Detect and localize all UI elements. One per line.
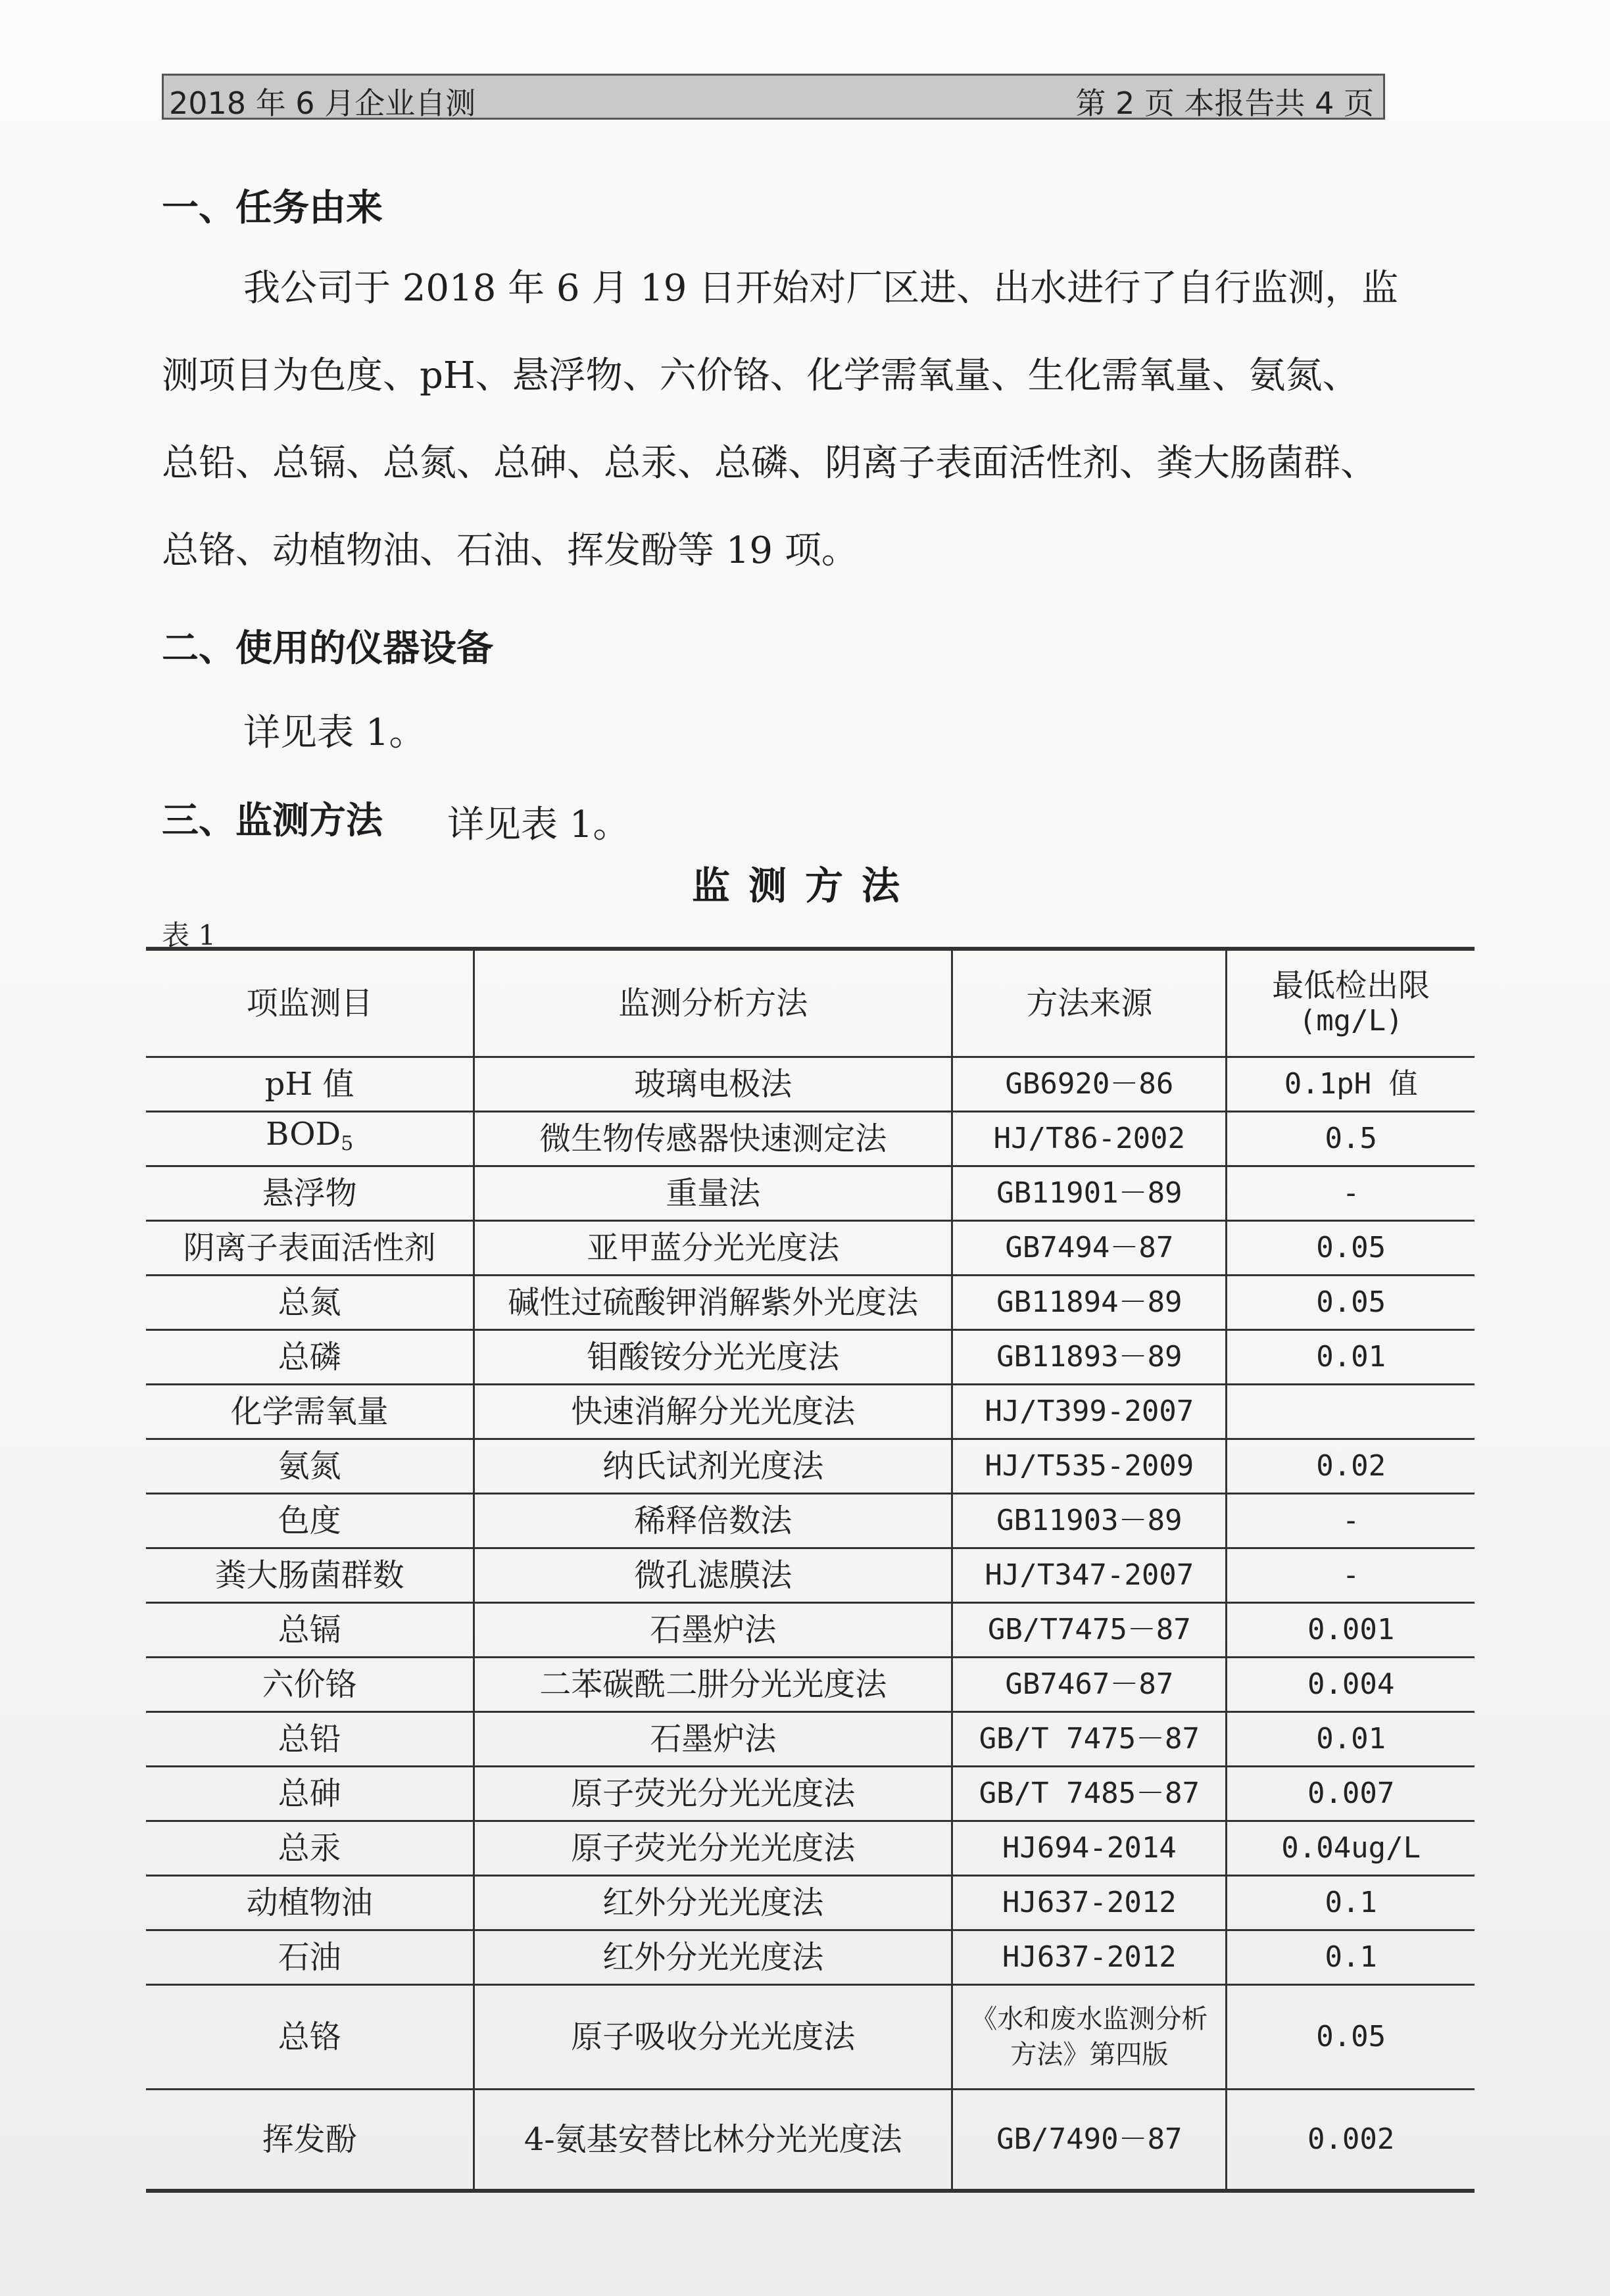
bod-subscript: 5 [341, 1132, 354, 1155]
section-3-heading: 三、监测方法 [162, 800, 383, 842]
table-body [146, 1057, 1475, 1985]
cell-source: GB/T 7475－87 [952, 1712, 1227, 1767]
cell-limit: 0.001 [1227, 1603, 1475, 1658]
table-row [146, 1767, 1475, 1821]
cell-item: 总铅 [146, 1712, 474, 1767]
cell-source: HJ694-2014 [952, 1821, 1227, 1876]
table-row [146, 1603, 1475, 1658]
cell-method: 重量法 [474, 1166, 952, 1221]
section-1-paragraph [162, 245, 1451, 594]
header-limit [1227, 949, 1475, 1057]
page-header-bar [162, 74, 1385, 120]
table-row [146, 1548, 1475, 1603]
section-2-heading: 二、使用的仪器设备 [162, 627, 493, 670]
cell-limit: - [1227, 1166, 1475, 1221]
cell-source: HJ/T86-2002 [952, 1112, 1227, 1166]
cell-method: 微生物传感器快速测定法 [474, 1112, 952, 1166]
cell-source: GB/T 7485－87 [952, 1767, 1227, 1821]
monitoring-methods-table [146, 947, 1475, 2193]
bod-label: BOD [266, 1115, 341, 1153]
table-row [146, 1876, 1475, 1930]
header-source: 方法来源 [952, 949, 1227, 1057]
cell-source: GB6920－86 [952, 1057, 1227, 1112]
cell-source-line: 方法》第四版 [1010, 2040, 1169, 2070]
table-row [146, 1985, 1475, 2090]
cell-limit: 0.5 [1227, 1112, 1475, 1166]
cell-source [952, 1985, 1227, 2090]
table-row [146, 1276, 1475, 1330]
table-row [146, 1385, 1475, 1439]
table-row [146, 1930, 1475, 1985]
header-report-period: 2018 年 6 月企业自测 [169, 85, 476, 121]
table-row [146, 1494, 1475, 1548]
cell-limit: 0.05 [1227, 1985, 1475, 2090]
cell-source: GB7467－87 [952, 1658, 1227, 1712]
cell-item [146, 1112, 474, 1166]
cell-source: GB11893－89 [952, 1330, 1227, 1385]
table-row [146, 1821, 1475, 1876]
cell-method: 钼酸铵分光光度法 [474, 1330, 952, 1385]
cell-limit: - [1227, 1548, 1475, 1603]
cell-method: 红外分光光度法 [474, 1876, 952, 1930]
header-item: 项监测目 [146, 949, 474, 1057]
cell-source: GB/T7475－87 [952, 1603, 1227, 1658]
cell-limit: 0.004 [1227, 1658, 1475, 1712]
cell-item: pH 值 [146, 1057, 474, 1112]
section-3-body: 详见表 1。 [447, 803, 630, 846]
cell-source: HJ637-2012 [952, 1930, 1227, 1985]
cell-limit: 0.1 [1227, 1930, 1475, 1985]
cell-source: HJ/T347-2007 [952, 1548, 1227, 1603]
paragraph-line: 测项目为色度、pH、悬浮物、六价铬、化学需氧量、生化需氧量、氨氮、 [162, 354, 1359, 397]
cell-method: 原子荧光分光光度法 [474, 1767, 952, 1821]
cell-limit: - [1227, 1494, 1475, 1548]
cell-limit: 0.02 [1227, 1439, 1475, 1494]
table-row [146, 1658, 1475, 1712]
cell-method: 4-氨基安替比林分光光度法 [474, 2090, 952, 2191]
cell-source: GB11903－89 [952, 1494, 1227, 1548]
cell-item: 氨氮 [146, 1439, 474, 1494]
cell-item: 化学需氧量 [146, 1385, 474, 1439]
header-limit-unit: (mg/L) [1298, 1004, 1403, 1038]
cell-method: 稀释倍数法 [474, 1494, 952, 1548]
cell-method: 原子荧光分光光度法 [474, 1821, 952, 1876]
cell-method: 玻璃电极法 [474, 1057, 952, 1112]
cell-source-line: 《水和废水监测分析 [971, 2004, 1208, 2034]
cell-item: 粪大肠菌群数 [146, 1548, 474, 1603]
cell-method: 二苯碳酰二肼分光光度法 [474, 1658, 952, 1712]
cell-source: HJ/T535-2009 [952, 1439, 1227, 1494]
section-2-body: 详见表 1。 [243, 711, 426, 754]
cell-source: GB/7490－87 [952, 2090, 1227, 2191]
cell-item: 悬浮物 [146, 1166, 474, 1221]
cell-item: 总镉 [146, 1603, 474, 1658]
table-row [146, 1057, 1475, 1112]
cell-limit: 0.1pH 值 [1227, 1057, 1475, 1112]
cell-limit: 0.007 [1227, 1767, 1475, 1821]
cell-method: 亚甲蓝分光光度法 [474, 1221, 952, 1276]
header-method: 监测分析方法 [474, 949, 952, 1057]
header-limit-label: 最低检出限 [1272, 967, 1430, 1004]
cell-item: 总汞 [146, 1821, 474, 1876]
table-row [146, 1712, 1475, 1767]
cell-item: 阴离子表面活性剂 [146, 1221, 474, 1276]
cell-limit: 0.1 [1227, 1876, 1475, 1930]
cell-method: 快速消解分光光度法 [474, 1385, 952, 1439]
cell-limit: 0.01 [1227, 1330, 1475, 1385]
cell-method: 石墨炉法 [474, 1712, 952, 1767]
cell-source: HJ/T399-2007 [952, 1385, 1227, 1439]
cell-limit: 0.05 [1227, 1221, 1475, 1276]
cell-item: 总氮 [146, 1276, 474, 1330]
table-header-row [146, 949, 1475, 1057]
cell-method: 纳氏试剂光度法 [474, 1439, 952, 1494]
section-1-heading: 一、任务由来 [162, 187, 383, 229]
table-row [146, 2090, 1475, 2191]
cell-limit: 0.05 [1227, 1276, 1475, 1330]
cell-source: HJ637-2012 [952, 1876, 1227, 1930]
cell-source: GB11901－89 [952, 1166, 1227, 1221]
cell-method: 红外分光光度法 [474, 1930, 952, 1985]
cell-source: GB7494－87 [952, 1221, 1227, 1276]
table-row [146, 1221, 1475, 1276]
cell-limit: 0.04ug/L [1227, 1821, 1475, 1876]
cell-limit: 0.002 [1227, 2090, 1475, 2191]
cell-method: 原子吸收分光光度法 [474, 1985, 952, 2090]
cell-method: 微孔滤膜法 [474, 1548, 952, 1603]
cell-item: 色度 [146, 1494, 474, 1548]
cell-source: GB11894－89 [952, 1276, 1227, 1330]
cell-item: 动植物油 [146, 1876, 474, 1930]
cell-item: 六价铬 [146, 1658, 474, 1712]
cell-limit: 0.01 [1227, 1712, 1475, 1767]
header-page-number: 第 2 页 本报告共 4 页 [1075, 85, 1374, 121]
cell-item: 总磷 [146, 1330, 474, 1385]
table-label: 表 1 [162, 919, 216, 951]
paragraph-line: 我公司于 2018 年 6 月 19 日开始对厂区进、出水进行了自行监测，监 [243, 267, 1399, 310]
table-row [146, 1112, 1475, 1166]
cell-method: 碱性过硫酸钾消解紫外光度法 [474, 1276, 952, 1330]
table-row [146, 1166, 1475, 1221]
cell-item: 挥发酚 [146, 2090, 474, 2191]
cell-item: 总砷 [146, 1767, 474, 1821]
paragraph-line: 总铬、动植物油、石油、挥发酚等 19 项。 [162, 529, 858, 572]
cell-item: 总铬 [146, 1985, 474, 2090]
table-row [146, 1330, 1475, 1385]
paragraph-line: 总铅、总镉、总氮、总砷、总汞、总磷、阴离子表面活性剂、粪大肠菌群、 [162, 442, 1377, 485]
cell-limit [1227, 1385, 1475, 1439]
table-title: 监测方法 [691, 863, 918, 908]
cell-item: 石油 [146, 1930, 474, 1985]
cell-method: 石墨炉法 [474, 1603, 952, 1658]
table-row [146, 1439, 1475, 1494]
